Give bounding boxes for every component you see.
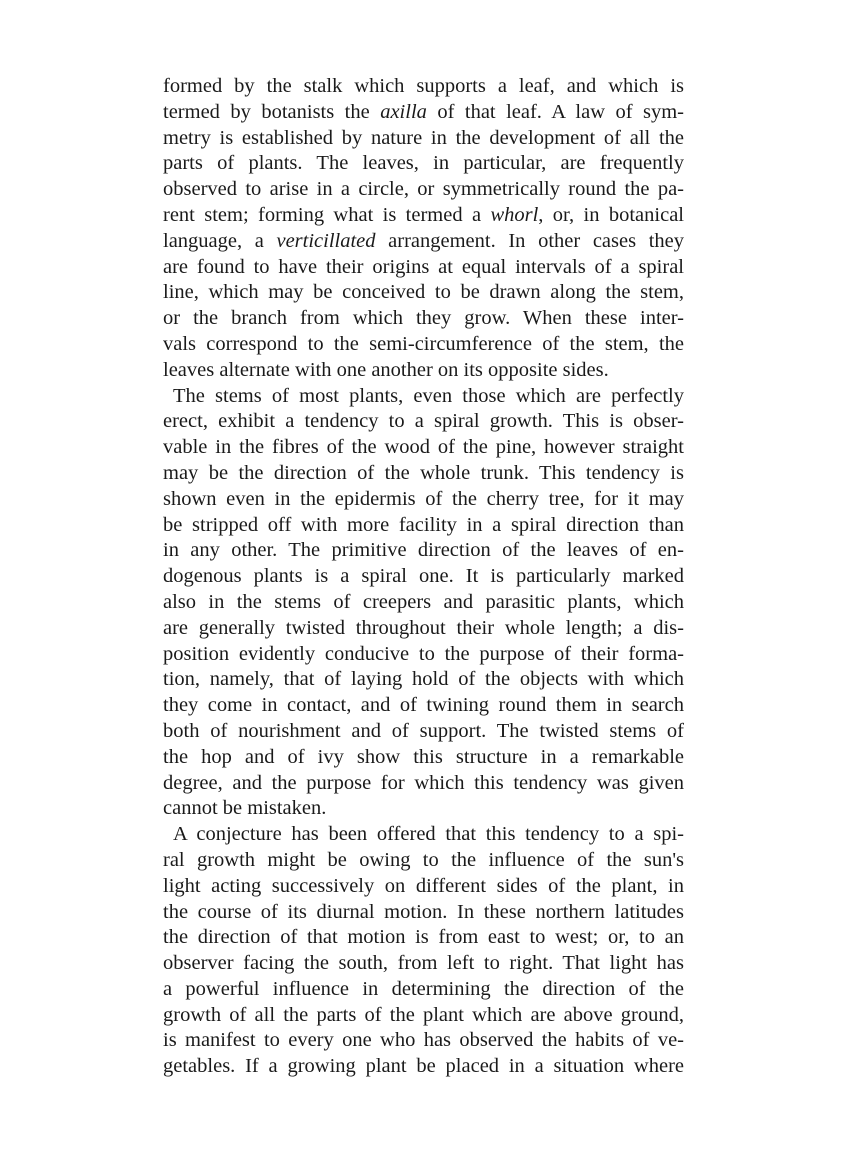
text-segment: vable in the fibres of the wood of the pine, however straight [163,436,684,459]
text-segment: termed by botanists the [163,100,381,123]
text-line [163,280,684,306]
text-segment: dogenous plants is a spiral one. It is particularly marked [163,565,684,588]
text-line [163,1003,684,1029]
text-line [163,461,684,487]
italic-term: whorl [490,203,539,226]
text-line [163,1028,684,1054]
text-segment: vals correspond to the semi-circumference of the stem, the [163,332,684,355]
text-line [163,693,684,719]
text-segment: both of nourishment and of support. The twisted stems of [163,719,684,742]
text-line [163,796,684,822]
page-text [163,74,684,1080]
text-segment: arrangement. In other cases they [375,229,684,252]
text-segment: line, which may be conceived to be drawn along the stem, [163,281,684,304]
text-segment: The stems of most plants, even those which are perfectly [173,384,684,407]
text-segment: rent stem; forming what is termed a [163,203,491,226]
text-segment: are generally twisted throughout their whole length; a dis- [163,616,684,639]
text-segment: be stripped off with more facility in a spiral direction than [163,513,684,536]
italic-term: verticillated [276,229,376,252]
text-line [163,126,684,152]
text-line [163,822,684,848]
text-line [163,409,684,435]
text-segment: getables. If a growing plant be placed in a situation where [163,1055,684,1078]
text-segment: metry is established by nature in the development of all the [163,126,684,149]
text-segment: observed to arise in a circle, or symmetrically round the pa- [163,178,684,201]
text-segment: shown even in the epidermis of the cherry tree, for it may [163,487,684,510]
text-segment: cannot be mistaken. [163,797,327,820]
text-segment: parts of plants. The leaves, in particular, are frequently [163,152,684,175]
text-line [163,874,684,900]
text-line [163,538,684,564]
italic-term: axilla [380,100,427,123]
text-segment: position evidently conducive to the purpose of their forma- [163,642,684,665]
text-line [163,384,684,410]
text-segment: of that leaf. A law of sym- [426,100,684,123]
text-line [163,771,684,797]
text-line [163,1054,684,1080]
text-segment: growth of all the parts of the plant which are above ground, [163,1003,684,1026]
text-line [163,900,684,926]
text-line [163,719,684,745]
text-line [163,100,684,126]
text-segment: light acting successively on different sides of the plant, in [163,874,684,897]
text-segment: is manifest to every one who has observed the habits of ve- [163,1029,684,1052]
text-segment: or the branch from which they grow. When these inter- [163,307,684,330]
text-line [163,177,684,203]
text-line [163,667,684,693]
text-line [163,203,684,229]
text-segment: A conjecture has been offered that this tendency to a spi- [173,823,684,846]
text-line [163,306,684,332]
text-segment: degree, and the purpose for which this tendency was given [163,771,684,794]
text-line [163,745,684,771]
text-line [163,925,684,951]
text-segment: leaves alternate with one another on its opposite sides. [163,358,609,381]
text-line [163,590,684,616]
text-segment: a powerful influence in determining the direction of the [163,977,684,1000]
text-line [163,435,684,461]
text-segment: also in the stems of creepers and parasitic plants, which [163,590,684,613]
text-line [163,513,684,539]
text-segment: language, a [163,229,277,252]
text-segment: the direction of that motion is from east to west; or, to an [163,926,684,949]
text-segment: erect, exhibit a tendency to a spiral growth. This is obser- [163,410,684,433]
text-line [163,977,684,1003]
text-line [163,642,684,668]
text-line [163,564,684,590]
text-line [163,229,684,255]
text-segment: the course of its diurnal motion. In these northern latitudes [163,900,684,923]
text-segment: tion, namely, that of laying hold of the objects with which [163,668,684,691]
text-segment: they come in contact, and of twining round them in search [163,694,684,717]
text-line [163,616,684,642]
text-line [163,487,684,513]
text-line [163,255,684,281]
text-line [163,358,684,384]
text-segment: formed by the stalk which supports a leaf, and which is [163,75,684,97]
text-line [163,848,684,874]
text-segment: ral growth might be owing to the influence of the sun's [163,848,684,871]
text-segment: , or, in botanical [538,203,684,226]
text-segment: are found to have their origins at equal intervals of a spiral [163,255,684,278]
text-line [163,151,684,177]
text-segment: observer facing the south, from left to right. That light has [163,952,684,975]
text-line [163,74,684,100]
text-segment: in any other. The primitive direction of the leaves of en- [163,539,684,562]
text-line [163,951,684,977]
text-segment: the hop and of ivy show this structure in a remarkable [163,745,684,768]
text-segment: may be the direction of the whole trunk. This tendency is [163,461,684,484]
text-line [163,332,684,358]
